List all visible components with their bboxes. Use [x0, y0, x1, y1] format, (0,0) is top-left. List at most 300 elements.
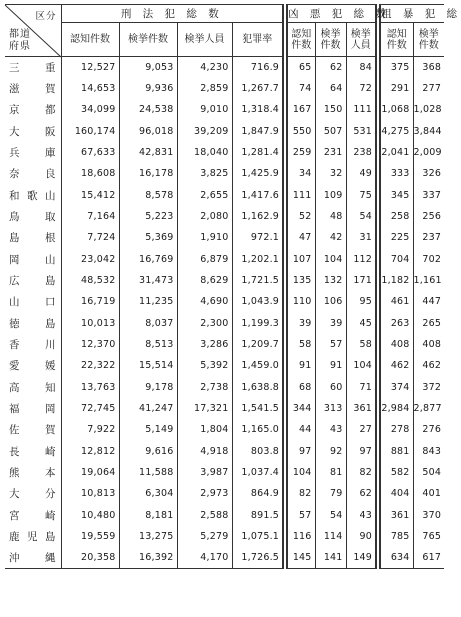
- table-row: [5, 312, 444, 333]
- cell-violent-cleared: 64: [315, 78, 346, 99]
- prefecture-name: 宮 崎: [9, 509, 56, 522]
- table-row: [5, 227, 444, 248]
- cell-prefecture: [5, 57, 61, 78]
- cell-cleared-count: 8,513: [119, 334, 177, 355]
- cell-cleared-count: 6,304: [119, 483, 177, 504]
- cell-prefecture: [5, 398, 61, 419]
- table-row: [5, 270, 444, 291]
- corner-label-prefecture: [9, 29, 31, 53]
- cell-cleared-count: 16,769: [119, 248, 177, 269]
- prefecture-name: 兵 庫: [9, 146, 56, 159]
- cell-violent-cleared: 60: [315, 376, 346, 397]
- cell-violent-persons: 27: [346, 419, 378, 440]
- cell-rough-recognized: 258: [378, 206, 413, 227]
- cell-crime-rate: 1,267.7: [232, 78, 285, 99]
- prefecture-name: 徳 島: [9, 317, 56, 330]
- cell-prefecture: [5, 504, 61, 525]
- cell-crime-rate: 803.8: [232, 440, 285, 461]
- cell-crime-rate: 1,721.5: [232, 270, 285, 291]
- cell-cleared-count: 15,514: [119, 355, 177, 376]
- cell-recognized-count: 7,724: [87, 232, 116, 244]
- prefecture-name: 香 川: [9, 338, 56, 351]
- cell-violent-cleared: 109: [315, 184, 346, 205]
- cell-violent-cleared: 92: [315, 440, 346, 461]
- cell-arrested-persons: 5,392: [177, 355, 232, 376]
- cell-rough-cleared: 277: [413, 78, 444, 99]
- cell-cleared-count: 11,588: [119, 462, 177, 483]
- cell-recognized-count: 22,322: [81, 360, 116, 372]
- cell-rough-cleared: 765: [413, 526, 444, 547]
- cell-violent-persons: 75: [346, 184, 378, 205]
- table-row: [5, 334, 444, 355]
- cell-rough-cleared: 447: [413, 291, 444, 312]
- prefecture-name: 高 知: [9, 381, 56, 394]
- penal-col-header: 認知件数: [61, 23, 119, 57]
- cell-violent-recognized: 145: [285, 547, 315, 568]
- cell-cleared-count: 11,235: [119, 291, 177, 312]
- cell-rough-recognized: 278: [378, 419, 413, 440]
- cell-prefecture: [5, 355, 61, 376]
- cell-violent-cleared: 48: [315, 206, 346, 227]
- cell-recognized-count: 10,813: [81, 488, 116, 500]
- cell-rough-cleared: 265: [413, 312, 444, 333]
- cell-violent-recognized: 135: [285, 270, 315, 291]
- cell-arrested-persons: 17,321: [177, 398, 232, 419]
- cell-cleared-count: 5,223: [119, 206, 177, 227]
- corner-cell: [5, 5, 61, 57]
- prefecture-name: 大 分: [9, 488, 56, 501]
- cell-violent-recognized: 39: [285, 312, 315, 333]
- cell-cleared-count: 5,369: [119, 227, 177, 248]
- cell-rough-recognized: 704: [378, 248, 413, 269]
- cell-rough-cleared: 337: [413, 184, 444, 205]
- cell-recognized-count: 34,099: [81, 104, 116, 116]
- cell-cleared-count: 96,018: [119, 120, 177, 141]
- cell-recognized-count: 7,922: [87, 424, 116, 436]
- cell-cleared-count: 9,178: [119, 376, 177, 397]
- cell-violent-cleared: 231: [315, 142, 346, 163]
- cell-violent-persons: 62: [346, 483, 378, 504]
- cell-arrested-persons: 3,286: [177, 334, 232, 355]
- cell-crime-rate: 864.9: [232, 483, 285, 504]
- cell-violent-cleared: 91: [315, 355, 346, 376]
- cell-arrested-persons: 4,170: [177, 547, 232, 568]
- cell-arrested-persons: 2,080: [177, 206, 232, 227]
- cell-violent-persons: 71: [346, 376, 378, 397]
- cell-violent-persons: 95: [346, 291, 378, 312]
- table-row: [5, 142, 444, 163]
- cell-recognized-count: 10,480: [81, 509, 116, 521]
- cell-rough-cleared: 326: [413, 163, 444, 184]
- table-body: [5, 57, 444, 569]
- cell-rough-cleared: 2,009: [413, 142, 444, 163]
- cell-rough-cleared: 843: [413, 440, 444, 461]
- cell-arrested-persons: 8,629: [177, 270, 232, 291]
- cell-violent-persons: 111: [346, 99, 378, 120]
- cell-violent-cleared: 507: [315, 120, 346, 141]
- cell-prefecture: [5, 99, 61, 120]
- cell-prefecture: [5, 440, 61, 461]
- rough-col-header: 検挙 件数: [413, 23, 444, 57]
- cell-recognized-count: 23,042: [81, 253, 116, 265]
- cell-arrested-persons: 4,230: [177, 57, 232, 78]
- cell-violent-cleared: 81: [315, 462, 346, 483]
- cell-arrested-persons: 2,973: [177, 483, 232, 504]
- group-penal-header: 刑 法 犯 総 数: [61, 5, 285, 23]
- cell-arrested-persons: 2,588: [177, 504, 232, 525]
- cell-rough-cleared: 1,161: [413, 270, 444, 291]
- prefecture-name: 三 重: [9, 61, 56, 74]
- prefecture-name: 鹿児島: [9, 530, 56, 543]
- prefecture-name: 京 都: [9, 104, 56, 117]
- cell-rough-recognized: 1,182: [378, 270, 413, 291]
- penal-col-header: 検挙人員: [177, 23, 232, 57]
- table-row: [5, 184, 444, 205]
- cell-rough-recognized: 462: [378, 355, 413, 376]
- violent-col-header: 検挙 人員: [346, 23, 378, 57]
- cell-prefecture: [5, 419, 61, 440]
- prefecture-name: 岡 山: [9, 253, 56, 266]
- cell-rough-cleared: 2,877: [413, 398, 444, 419]
- cell-violent-persons: 112: [346, 248, 378, 269]
- cell-crime-rate: 716.9: [232, 57, 285, 78]
- cell-rough-recognized: 2,984: [378, 398, 413, 419]
- cell-arrested-persons: 2,738: [177, 376, 232, 397]
- cell-violent-persons: 171: [346, 270, 378, 291]
- cell-violent-persons: 104: [346, 355, 378, 376]
- cell-violent-persons: 45: [346, 312, 378, 333]
- prefecture-name: 福 岡: [9, 402, 56, 415]
- cell-prefecture: [5, 547, 61, 568]
- cell-prefecture: [5, 376, 61, 397]
- prefecture-name: 大 阪: [9, 125, 56, 138]
- cell-recognized-count: 15,412: [81, 189, 116, 201]
- cell-violent-cleared: 150: [315, 99, 346, 120]
- cell-rough-recognized: 263: [378, 312, 413, 333]
- cell-recognized-count: 12,812: [81, 445, 116, 457]
- prefecture-name: 長 崎: [9, 445, 56, 458]
- cell-cleared-count: 9,616: [119, 440, 177, 461]
- cell-rough-recognized: 2,041: [378, 142, 413, 163]
- corner-label-prefecture-text: 都道 府県: [9, 29, 31, 52]
- cell-prefecture: [5, 291, 61, 312]
- prefecture-name: 鳥 取: [9, 210, 56, 223]
- prefecture-name: 熊 本: [9, 466, 56, 479]
- cell-violent-persons: 49: [346, 163, 378, 184]
- table-row: [5, 163, 444, 184]
- cell-rough-cleared: 702: [413, 248, 444, 269]
- penal-col-header: 犯罪率: [232, 23, 285, 57]
- cell-violent-persons: 43: [346, 504, 378, 525]
- cell-recognized-count: 20,358: [81, 551, 116, 563]
- prefecture-name: 愛 媛: [9, 360, 56, 373]
- cell-crime-rate: 1,165.0: [232, 419, 285, 440]
- cell-violent-recognized: 97: [285, 440, 315, 461]
- cell-prefecture: [5, 184, 61, 205]
- table-row: [5, 547, 444, 568]
- cell-crime-rate: 1,075.1: [232, 526, 285, 547]
- cell-violent-recognized: 107: [285, 248, 315, 269]
- prefecture-name: 広 島: [9, 274, 56, 287]
- table-row: [5, 78, 444, 99]
- cell-violent-recognized: 91: [285, 355, 315, 376]
- table-row: [5, 57, 444, 78]
- cell-violent-persons: 90: [346, 526, 378, 547]
- cell-crime-rate: 1,541.5: [232, 398, 285, 419]
- cell-violent-persons: 84: [346, 57, 378, 78]
- cell-violent-persons: 361: [346, 398, 378, 419]
- cell-violent-cleared: 57: [315, 334, 346, 355]
- crime-statistics-table: [5, 4, 461, 569]
- cell-recognized-count: 7,164: [87, 210, 116, 222]
- penal-col-header: 検挙件数: [119, 23, 177, 57]
- table-row: [5, 376, 444, 397]
- cell-cleared-count: 16,392: [119, 547, 177, 568]
- cell-rough-cleared: 401: [413, 483, 444, 504]
- cell-arrested-persons: 3,987: [177, 462, 232, 483]
- cell-violent-recognized: 550: [285, 120, 315, 141]
- sub-header-row: [5, 23, 444, 57]
- cell-violent-cleared: 132: [315, 270, 346, 291]
- cell-arrested-persons: 6,879: [177, 248, 232, 269]
- cell-rough-recognized: 785: [378, 526, 413, 547]
- cell-violent-cleared: 313: [315, 398, 346, 419]
- cell-arrested-persons: 1,804: [177, 419, 232, 440]
- cell-recognized-count: 18,608: [81, 168, 116, 180]
- cell-arrested-persons: 18,040: [177, 142, 232, 163]
- cell-arrested-persons: 2,300: [177, 312, 232, 333]
- table-row: [5, 206, 444, 227]
- cell-recognized-count: 14,653: [81, 82, 116, 94]
- cell-rough-recognized: 374: [378, 376, 413, 397]
- cell-prefecture: [5, 312, 61, 333]
- cell-crime-rate: 1,209.7: [232, 334, 285, 355]
- cell-prefecture: [5, 206, 61, 227]
- cell-cleared-count: 8,181: [119, 504, 177, 525]
- cell-crime-rate: 1,037.4: [232, 462, 285, 483]
- cell-recognized-count: 12,370: [81, 338, 116, 350]
- cell-rough-recognized: 461: [378, 291, 413, 312]
- cell-prefecture: [5, 248, 61, 269]
- cell-violent-persons: 31: [346, 227, 378, 248]
- cell-rough-recognized: 345: [378, 184, 413, 205]
- cell-prefecture: [5, 163, 61, 184]
- cell-prefecture: [5, 142, 61, 163]
- cell-violent-persons: 72: [346, 78, 378, 99]
- table-row: [5, 526, 444, 547]
- cell-violent-cleared: 42: [315, 227, 346, 248]
- cell-violent-cleared: 114: [315, 526, 346, 547]
- cell-crime-rate: 1,199.3: [232, 312, 285, 333]
- prefecture-name: 滋 賀: [9, 82, 56, 95]
- violent-col-header: 認知 件数: [285, 23, 315, 57]
- cell-rough-recognized: 404: [378, 483, 413, 504]
- prefecture-name: 和歌山: [9, 189, 56, 202]
- table-row: [5, 462, 444, 483]
- cell-violent-recognized: 52: [285, 206, 315, 227]
- cell-violent-persons: 531: [346, 120, 378, 141]
- cell-cleared-count: 24,538: [119, 99, 177, 120]
- violent-col-header: 検挙 件数: [315, 23, 346, 57]
- cell-violent-recognized: 167: [285, 99, 315, 120]
- cell-violent-persons: 54: [346, 206, 378, 227]
- cell-rough-recognized: 375: [378, 57, 413, 78]
- table-row: [5, 291, 444, 312]
- cell-rough-recognized: 881: [378, 440, 413, 461]
- cell-rough-recognized: 634: [378, 547, 413, 568]
- cell-rough-cleared: 368: [413, 57, 444, 78]
- group-rough-header: 粗 暴 犯 総: [378, 5, 444, 23]
- cell-rough-cleared: 1,028: [413, 99, 444, 120]
- cell-violent-recognized: 82: [285, 483, 315, 504]
- cell-violent-persons: 97: [346, 440, 378, 461]
- cell-violent-recognized: 58: [285, 334, 315, 355]
- table-row: [5, 99, 444, 120]
- cell-crime-rate: 1,281.4: [232, 142, 285, 163]
- cell-violent-recognized: 74: [285, 78, 315, 99]
- table-row: [5, 440, 444, 461]
- cell-violent-cleared: 106: [315, 291, 346, 312]
- cell-recognized-count: 19,064: [81, 466, 116, 478]
- prefecture-name: 山 口: [9, 296, 56, 309]
- cell-prefecture: [5, 227, 61, 248]
- cell-cleared-count: 9,936: [119, 78, 177, 99]
- cell-rough-cleared: 256: [413, 206, 444, 227]
- cell-rough-recognized: 582: [378, 462, 413, 483]
- cell-recognized-count: 160,174: [74, 125, 116, 137]
- group-violent-header: 凶 悪 犯 総 数: [285, 5, 378, 23]
- cell-prefecture: [5, 120, 61, 141]
- cell-cleared-count: 41,247: [119, 398, 177, 419]
- cell-violent-cleared: 43: [315, 419, 346, 440]
- cell-rough-cleared: 504: [413, 462, 444, 483]
- cell-violent-recognized: 57: [285, 504, 315, 525]
- cell-violent-cleared: 141: [315, 547, 346, 568]
- cell-recognized-count: 72,745: [81, 402, 116, 414]
- cell-crime-rate: 1,202.1: [232, 248, 285, 269]
- cell-cleared-count: 13,275: [119, 526, 177, 547]
- cell-crime-rate: 1,425.9: [232, 163, 285, 184]
- cell-crime-rate: 972.1: [232, 227, 285, 248]
- cell-violent-persons: 149: [346, 547, 378, 568]
- cell-violent-recognized: 34: [285, 163, 315, 184]
- cell-rough-recognized: 333: [378, 163, 413, 184]
- cell-crime-rate: 1,043.9: [232, 291, 285, 312]
- table-row: [5, 483, 444, 504]
- cell-crime-rate: 1,726.5: [232, 547, 285, 568]
- table-row: [5, 504, 444, 525]
- cell-violent-recognized: 47: [285, 227, 315, 248]
- cell-rough-recognized: 1,068: [378, 99, 413, 120]
- cell-arrested-persons: 1,910: [177, 227, 232, 248]
- corner-label-category: 区分: [35, 11, 57, 22]
- cell-arrested-persons: 9,010: [177, 99, 232, 120]
- cell-recognized-count: 19,559: [81, 530, 116, 542]
- cell-cleared-count: 9,053: [119, 57, 177, 78]
- cell-rough-cleared: 370: [413, 504, 444, 525]
- cell-rough-cleared: 372: [413, 376, 444, 397]
- cell-cleared-count: 16,178: [119, 163, 177, 184]
- cell-violent-recognized: 344: [285, 398, 315, 419]
- cell-arrested-persons: 2,655: [177, 184, 232, 205]
- cell-prefecture: [5, 78, 61, 99]
- cell-recognized-count: 48,532: [81, 274, 116, 286]
- cell-violent-recognized: 116: [285, 526, 315, 547]
- cell-crime-rate: 1,318.4: [232, 99, 285, 120]
- cell-rough-recognized: 291: [378, 78, 413, 99]
- cell-arrested-persons: 2,859: [177, 78, 232, 99]
- cell-rough-recognized: 4,275: [378, 120, 413, 141]
- cell-violent-cleared: 62: [315, 57, 346, 78]
- prefecture-name: 沖 縄: [9, 551, 56, 564]
- cell-recognized-count: 13,763: [81, 381, 116, 393]
- prefecture-name: 奈 良: [9, 168, 56, 181]
- cell-violent-cleared: 32: [315, 163, 346, 184]
- table-row: [5, 120, 444, 141]
- cell-cleared-count: 8,578: [119, 184, 177, 205]
- cell-prefecture: [5, 270, 61, 291]
- table-header: [5, 5, 461, 57]
- cell-rough-cleared: 3,844: [413, 120, 444, 141]
- cell-rough-recognized: 408: [378, 334, 413, 355]
- cell-arrested-persons: 39,209: [177, 120, 232, 141]
- cell-rough-cleared: 617: [413, 547, 444, 568]
- cell-violent-persons: 82: [346, 462, 378, 483]
- cell-cleared-count: 8,037: [119, 312, 177, 333]
- cell-rough-cleared: 462: [413, 355, 444, 376]
- cell-prefecture: [5, 483, 61, 504]
- cell-violent-cleared: 39: [315, 312, 346, 333]
- cell-arrested-persons: 3,825: [177, 163, 232, 184]
- table-row: [5, 355, 444, 376]
- cell-violent-recognized: 104: [285, 462, 315, 483]
- cell-arrested-persons: 5,279: [177, 526, 232, 547]
- cell-arrested-persons: 4,918: [177, 440, 232, 461]
- cell-violent-recognized: 111: [285, 184, 315, 205]
- cell-violent-recognized: 110: [285, 291, 315, 312]
- cell-recognized-count: 10,013: [81, 317, 116, 329]
- cell-crime-rate: 1,162.9: [232, 206, 285, 227]
- cell-recognized-count: 67,633: [81, 146, 116, 158]
- cell-violent-cleared: 104: [315, 248, 346, 269]
- cell-violent-recognized: 68: [285, 376, 315, 397]
- prefecture-name: 佐 賀: [9, 424, 56, 437]
- cell-prefecture: [5, 462, 61, 483]
- cell-crime-rate: 1,459.0: [232, 355, 285, 376]
- rough-col-header: 認知 件数: [378, 23, 413, 57]
- cell-violent-cleared: 54: [315, 504, 346, 525]
- cell-rough-recognized: 361: [378, 504, 413, 525]
- prefecture-name: 島 根: [9, 232, 56, 245]
- statistics-page: [5, 4, 461, 612]
- cell-crime-rate: 1,417.6: [232, 184, 285, 205]
- cell-violent-cleared: 79: [315, 483, 346, 504]
- cell-cleared-count: 42,831: [119, 142, 177, 163]
- cell-rough-recognized: 225: [378, 227, 413, 248]
- cell-rough-cleared: 408: [413, 334, 444, 355]
- cell-violent-persons: 58: [346, 334, 378, 355]
- cell-violent-recognized: 65: [285, 57, 315, 78]
- cell-crime-rate: 1,847.9: [232, 120, 285, 141]
- cell-prefecture: [5, 334, 61, 355]
- cell-prefecture: [5, 526, 61, 547]
- table-row: [5, 398, 444, 419]
- table-row: [5, 248, 444, 269]
- cell-violent-recognized: 259: [285, 142, 315, 163]
- cell-rough-cleared: 276: [413, 419, 444, 440]
- cell-cleared-count: 5,149: [119, 419, 177, 440]
- cell-arrested-persons: 4,690: [177, 291, 232, 312]
